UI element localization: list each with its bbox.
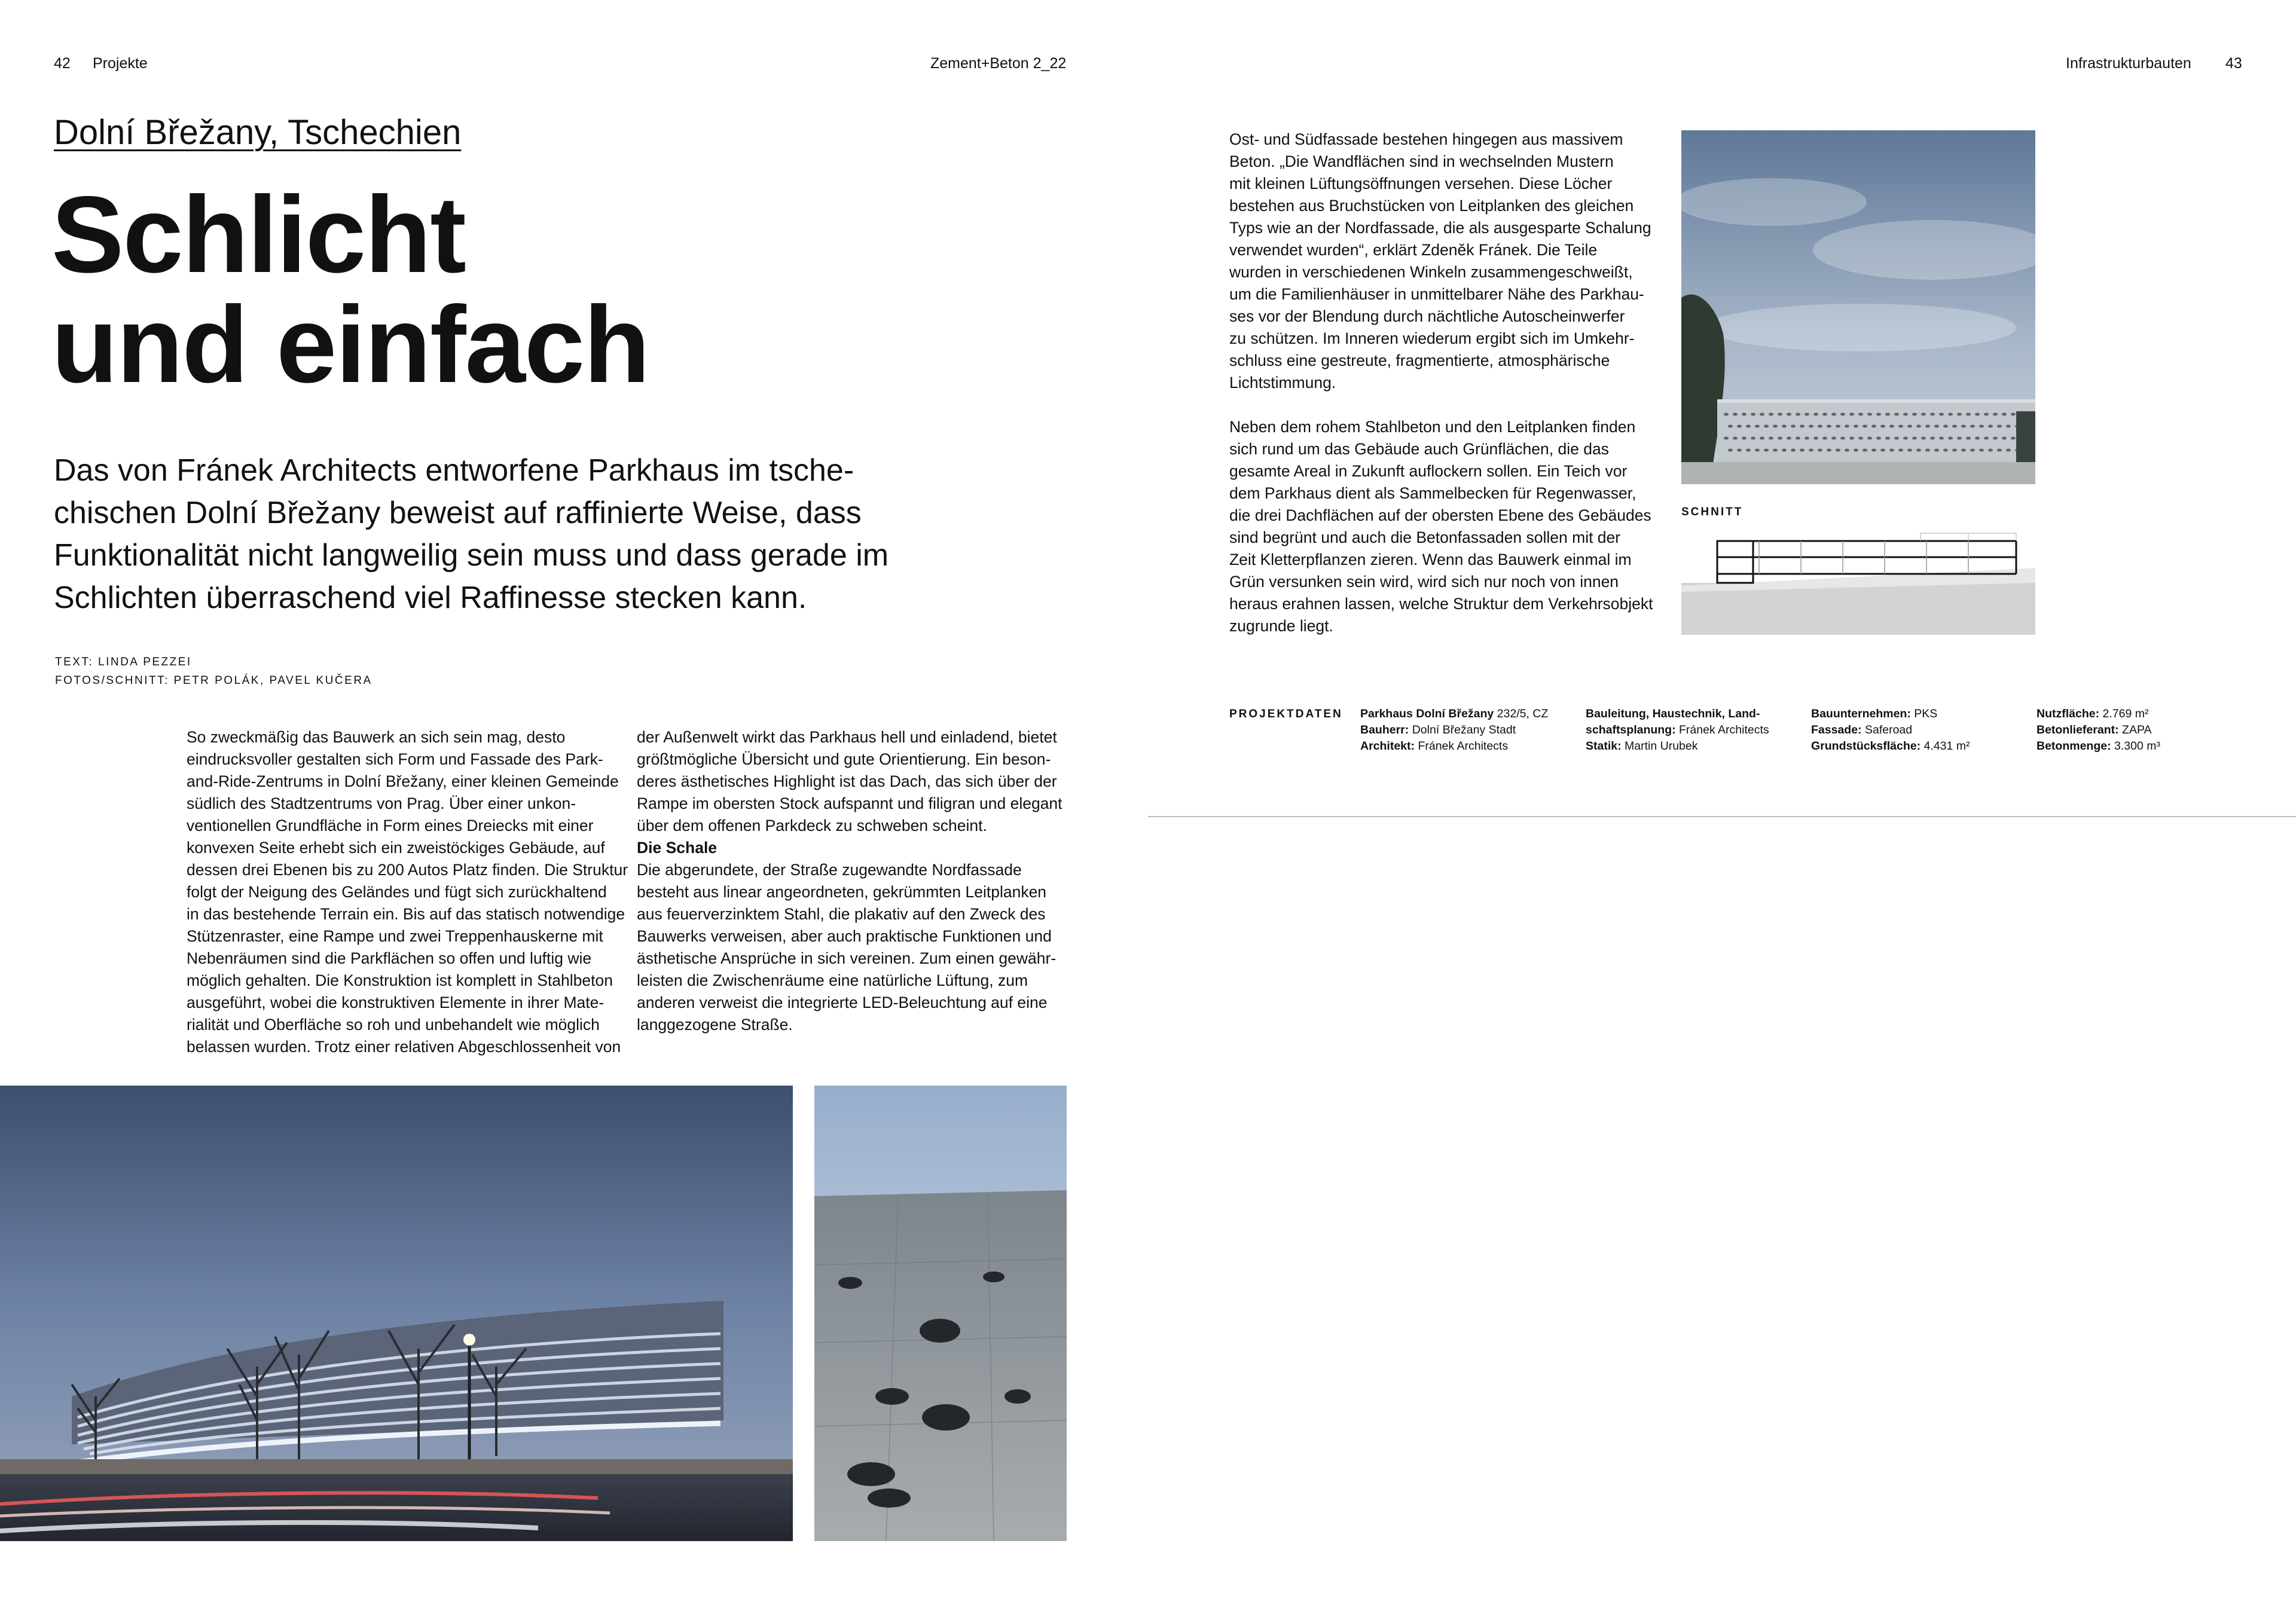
project-data-row bbox=[1360, 706, 1548, 722]
project-data-value: Fránek Architects bbox=[1675, 723, 1769, 736]
text-line: Typs wie an der Nordfassade, die als ausgesparte Schalung bbox=[1229, 219, 1651, 237]
project-data-row bbox=[1586, 738, 1769, 754]
text-line: sich rund um das Gebäude auch Grünflächen, die das bbox=[1229, 440, 1609, 458]
text-line: gesamte Areal in Zukunft auflockern sollen. Ein Teich vor bbox=[1229, 462, 1628, 480]
photo-concrete-facade-detail bbox=[814, 1086, 1067, 1541]
article-credits bbox=[55, 653, 373, 690]
project-data-key: Architekt: bbox=[1360, 739, 1415, 753]
lead-line: Das von Fránek Architects entworfene Parkhaus im tsche- bbox=[54, 453, 854, 488]
project-data-row bbox=[1360, 722, 1548, 738]
text-line: eindrucksvoller gestalten sich Form und Fassade des Park- bbox=[187, 750, 603, 768]
body-column-2-part-a bbox=[637, 726, 1062, 837]
text-line: deres ästhetisches Highlight ist das Dach, das sich über der bbox=[637, 772, 1057, 790]
article-lead bbox=[54, 450, 939, 619]
project-data-value: Martin Urubek bbox=[1621, 739, 1698, 753]
text-line: um die Familienhäuser in unmittelbarer Nähe des Parkhau- bbox=[1229, 285, 1644, 303]
photo-parkhaus-night bbox=[0, 1086, 793, 1541]
project-data-row bbox=[2037, 722, 2160, 738]
project-data-value: 232/5, CZ bbox=[1494, 707, 1549, 720]
text-line: ausgeführt, wobei die konstruktiven Elemente in ihrer Mate- bbox=[187, 994, 604, 1011]
text-line: mit kleinen Lüftungsöffnungen versehen. Diese Löcher bbox=[1229, 175, 1613, 192]
body-column-2-part-b bbox=[637, 859, 1062, 1036]
project-data-key: schaftsplanung: bbox=[1586, 723, 1676, 736]
text-line: größtmögliche Übersicht und gute Orientierung. Ein beson- bbox=[637, 750, 1051, 768]
text-line: südlich des Stadtzentrums von Prag. Über einer unkon- bbox=[187, 794, 576, 812]
project-data-value: 4.431 m² bbox=[1921, 739, 1970, 753]
lead-line: Funktionalität nicht langweilig sein muss und dass gerade im bbox=[54, 538, 889, 573]
project-data-row bbox=[1586, 706, 1769, 722]
credit-text: TEXT: LINDA PEZZEI bbox=[55, 656, 192, 668]
text-line: besteht aus linear angeordneten, gekrümmten Leitplanken bbox=[637, 883, 1047, 901]
text-line: Lichtstimmung. bbox=[1229, 374, 1336, 392]
text-line bbox=[1229, 394, 1653, 416]
left-section-label: Projekte bbox=[93, 55, 148, 72]
section-drawing bbox=[1681, 526, 2035, 635]
project-data-row bbox=[1586, 722, 1769, 738]
project-data-row bbox=[1811, 722, 1970, 738]
project-data-row bbox=[2037, 738, 2160, 754]
text-line: ästhetische Ansprüche in sich vereinen. Zum einen gewähr- bbox=[637, 949, 1057, 967]
text-line: dem Parkhaus dient als Sammelbecken für Regenwasser, bbox=[1229, 484, 1636, 502]
right-page-number: 43 bbox=[2225, 55, 2242, 72]
text-line: konvexen Seite erhebt sich ein zweistöckiges Gebäude, auf bbox=[187, 839, 605, 857]
text-line: Neben dem rohem Stahlbeton und den Leitplanken finden bbox=[1229, 418, 1636, 436]
project-data-key: Grundstücksfläche: bbox=[1811, 739, 1921, 753]
title-line: und einfach bbox=[51, 283, 649, 405]
project-data-key: Nutzfläche: bbox=[2037, 707, 2100, 720]
article-title bbox=[51, 173, 649, 405]
text-line: folgt der Neigung des Geländes und fügt sich zurückhaltend bbox=[187, 883, 607, 901]
project-data-key: Statik: bbox=[1586, 739, 1622, 753]
text-line: die drei Dachflächen auf der obersten Ebene des Gebäudes bbox=[1229, 506, 1651, 524]
text-line: bestehen aus Bruchstücken von Leitplanken des gleichen bbox=[1229, 197, 1634, 215]
project-data-key: Betonmenge: bbox=[2037, 739, 2111, 753]
lead-line: chischen Dolní Břežany beweist auf raffinierte Weise, dass bbox=[54, 496, 862, 530]
project-data-value: ZAPA bbox=[2118, 723, 2152, 736]
project-data-value: 3.300 m³ bbox=[2111, 739, 2160, 753]
text-line: Bauwerks verweisen, aber auch praktische Funktionen und bbox=[637, 927, 1052, 945]
page-divider bbox=[1148, 816, 2296, 817]
project-data-column-1 bbox=[1360, 706, 1548, 754]
text-line: leisten die Zwischenräume eine natürliche Lüftung, zum bbox=[637, 971, 1028, 989]
project-data-key: Parkhaus Dolní Břežany bbox=[1360, 707, 1494, 720]
project-data-column-2 bbox=[1586, 706, 1769, 754]
text-line: schluss eine gestreute, fragmentierte, atmosphärische bbox=[1229, 352, 1610, 369]
body-column-3 bbox=[1229, 129, 1653, 637]
title-line: Schlicht bbox=[51, 173, 465, 295]
left-page-number: 42 bbox=[54, 55, 71, 72]
text-line: rialität und Oberfläche so roh und unbehandelt wie möglich bbox=[187, 1016, 600, 1034]
lead-line: Schlichten überraschend viel Raffinesse stecken kann. bbox=[54, 580, 807, 615]
project-data-row bbox=[2037, 706, 2160, 722]
project-data-value: Fránek Architects bbox=[1415, 739, 1509, 753]
text-line: heraus erahnen lassen, welche Struktur dem Verkehrsobjekt bbox=[1229, 595, 1653, 613]
text-line: Stützenraster, eine Rampe und zwei Treppenhauskerne mit bbox=[187, 927, 603, 945]
section-drawing-label: SCHNITT bbox=[1681, 506, 1744, 518]
body-column-1 bbox=[187, 726, 628, 1058]
project-data-key: Fassade: bbox=[1811, 723, 1862, 736]
text-line: langgezogene Straße. bbox=[637, 1016, 793, 1034]
text-line: ventionellen Grundfläche in Form eines Dreiecks mit einer bbox=[187, 817, 594, 835]
project-data-value: PKS bbox=[1910, 707, 1938, 720]
text-line: Beton. „Die Wandflächen sind in wechselnden Mustern bbox=[1229, 152, 1614, 170]
text-line: wurden in verschiedenen Winkeln zusammengeschweißt, bbox=[1229, 263, 1633, 281]
text-line: aus feuerverzinktem Stahl, die plakativ auf den Zweck des bbox=[637, 905, 1046, 923]
text-line: ses vor der Blendung durch nächtliche Autoscheinwerfer bbox=[1229, 307, 1625, 325]
text-line: So zweckmäßig das Bauwerk an sich sein mag, desto bbox=[187, 728, 566, 746]
project-data-row bbox=[1811, 738, 1970, 754]
text-line: Ost- und Südfassade bestehen hingegen aus massivem bbox=[1229, 130, 1623, 148]
text-line: in das bestehende Terrain ein. Bis auf das statisch notwendige bbox=[187, 905, 625, 923]
project-data-value: Saferoad bbox=[1861, 723, 1913, 736]
project-data-row bbox=[1811, 706, 1970, 722]
project-data-value: 2.769 m² bbox=[2099, 707, 2149, 720]
text-line: verwendet wurden“, erklärt Zdeněk Fránek. Die Teile bbox=[1229, 241, 1598, 259]
photo-parkhaus-exterior bbox=[1681, 130, 2035, 484]
project-data-key: Bauherr: bbox=[1360, 723, 1409, 736]
article-location: Dolní Břežany, Tschechien bbox=[54, 113, 462, 152]
text-line: Zeit Kletterpflanzen zieren. Wenn das Bauwerk einmal im bbox=[1229, 551, 1632, 568]
text-line: dessen drei Ebenen bis zu 200 Autos Platz finden. Die Struktur bbox=[187, 861, 628, 879]
credit-photos: FOTOS/SCHNITT: PETR POLÁK, PAVEL KUČERA bbox=[55, 674, 373, 687]
body-column-2 bbox=[637, 726, 1062, 1036]
project-data-key: Bauleitung, Haustechnik, Land- bbox=[1586, 707, 1760, 720]
project-data-row bbox=[1360, 738, 1548, 754]
subheading-die-schale: Die Schale bbox=[637, 839, 718, 857]
text-line: Grün versunken sein wird, wird sich nur noch von innen bbox=[1229, 573, 1619, 591]
text-line: Die abgerundete, der Straße zugewandte Nordfassade bbox=[637, 861, 1022, 879]
project-data-key: Bauunternehmen: bbox=[1811, 707, 1911, 720]
text-line: anderen verweist die integrierte LED-Beleuchtung auf eine bbox=[637, 994, 1048, 1011]
project-data-value: Dolní Břežany Stadt bbox=[1409, 723, 1516, 736]
text-line: and-Ride-Zentrums in Dolní Břežany, einer kleinen Gemeinde bbox=[187, 772, 619, 790]
text-line: Nebenräumen sind die Parkflächen so offen und luftig wie bbox=[187, 949, 592, 967]
project-data-key: Betonlieferant: bbox=[2037, 723, 2119, 736]
magazine-issue: Zement+Beton 2_22 bbox=[930, 55, 1067, 72]
text-line: der Außenwelt wirkt das Parkhaus hell und einladend, bietet bbox=[637, 728, 1057, 746]
text-line: über dem offenen Parkdeck zu schweben scheint. bbox=[637, 817, 987, 835]
project-data-column-4 bbox=[2037, 706, 2160, 754]
project-data-column-3 bbox=[1811, 706, 1970, 754]
text-line: zu schützen. Im Inneren wiederum ergibt sich im Umkehr- bbox=[1229, 329, 1635, 347]
text-line: belassen wurden. Trotz einer relativen Abgeschlossenheit von bbox=[187, 1038, 621, 1056]
right-section-label: Infrastrukturbauten bbox=[2066, 55, 2191, 72]
text-line: sind begrünt und auch die Betonfassaden sollen mit der bbox=[1229, 528, 1621, 546]
text-line: zugrunde liegt. bbox=[1229, 617, 1333, 635]
text-line: möglich gehalten. Die Konstruktion ist komplett in Stahlbeton bbox=[187, 971, 613, 989]
text-line: Rampe im obersten Stock aufspannt und filigran und elegant bbox=[637, 794, 1062, 812]
project-data-label: PROJEKTDATEN bbox=[1229, 708, 1343, 720]
